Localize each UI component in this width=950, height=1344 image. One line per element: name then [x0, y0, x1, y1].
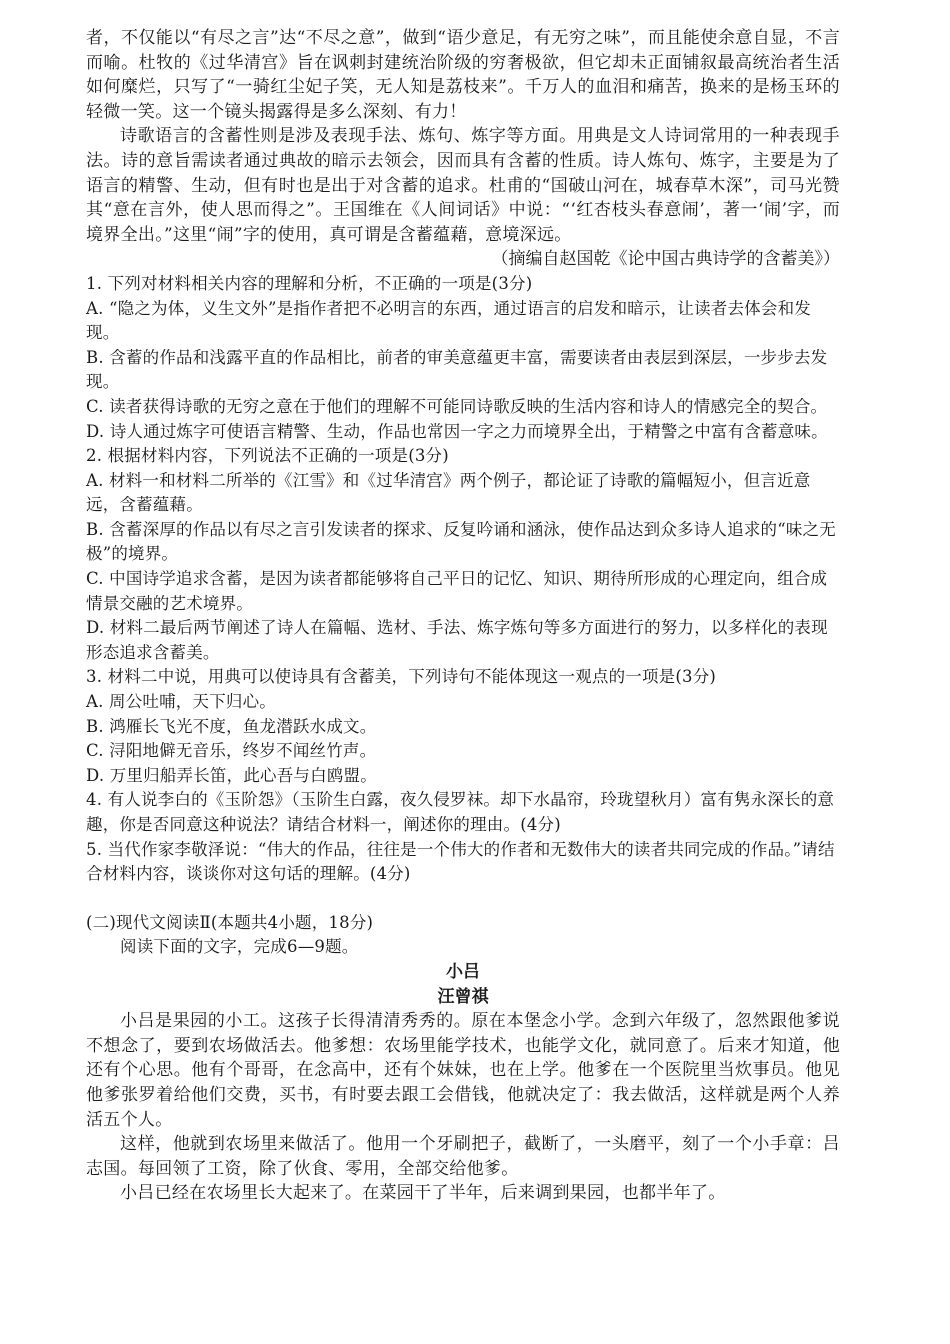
- option-b: B. 含蓄的作品和浅露平直的作品相比，前者的审美意蕴更丰富，需要读者由表层到深层，一步步去发现。: [86, 347, 828, 392]
- option-c: C. 读者获得诗歌的无穷之意在于他们的理解不可能同诗歌反映的生活内容和诗人的情感完全的契合。: [86, 396, 828, 416]
- question-stem: 3. 材料二中说，用典可以使诗具有含蓄美，下列诗句不能体现这一观点的一项是(3分): [86, 667, 717, 687]
- material-paragraph: 诗歌语言的含蓄性则是涉及表现手法、炼句、炼字等方面。用典是文人诗词常用的一种表现手法。诗的意旨需读者通过典故的暗示去领会，因而具有含蓄的性质。诗人炼句、炼字，主要是为了语言的精警、生动，但有时也是出于对含蓄的追求。杜甫的“国破山河在，城春草木深”，司马光赞其“意在言外，使人思而得之”。王国维在《人间词话》中说：“‘红杏枝头春意闹’，著一‘闹’字，而境界全出。”这里“闹”字的使用，真可谓是含蓄蕴藉，意境深远。: [86, 126, 840, 245]
- option-d: D. 诗人通过炼字可使语言精警、生动，作品也常因一字之力而境界全出，于精警之中富有含蓄意味。: [86, 421, 828, 441]
- source-citation: （摘编自赵国乾《论中国古典诗学的含蓄美》）: [491, 249, 840, 270]
- story-title: 小吕: [446, 961, 480, 982]
- question-2: [86, 444, 840, 665]
- option-c: C. 中国诗学追求含蓄，是因为读者都能够将自己平日的记忆、知识、期待所形成的心理定向，组合成情景交融的艺术境界。: [86, 569, 828, 613]
- question-stem: 2. 根据材料内容，下列说法不正确的一项是(3分): [86, 446, 449, 466]
- question-stem: 5. 当代作家李敬泽说：“伟大的作品，往往是一个伟大的作者和无数伟大的读者共同完成的作品。”请结合材料内容，谈谈你对这句话的理解。(4分): [86, 839, 835, 884]
- question-1: [86, 272, 840, 444]
- story-paragraph: 小吕已经在农场里长大起来了。在菜园干了半年，后来调到果园，也都半年了。: [120, 1183, 726, 1204]
- option-b: B. 含蓄深厚的作品以有尽之言引发读者的探求、反复吟诵和涵泳，使作品达到众多诗人追求的“味之无极”的境界。: [86, 519, 836, 564]
- option-a: A. “隐之为体，义生文外”是指作者把不必明言的东西，通过语言的启发和暗示，让读者去体会和发现。: [86, 298, 811, 343]
- section-gap: [86, 887, 840, 911]
- option-c: C. 浔阳地僻无音乐，终岁不闻丝竹声。: [86, 741, 377, 761]
- option-b: B. 鸿雁长飞光不度，鱼龙潜跃水成文。: [86, 716, 377, 736]
- option-d: D. 材料二最后两节阐述了诗人在篇幅、选材、手法、炼字炼句等多方面进行的努力，以多样化的表现形态追求含蓄美。: [86, 618, 828, 662]
- section-instruction: 阅读下面的文字，完成6—9题。: [120, 937, 359, 957]
- question-stem: 4. 有人说李白的《玉阶怨》（玉阶生白露，夜久侵罗袜。却下水晶帘，玲珑望秋月）富有隽永深长的意趣，你是否同意这种说法？请结合材料一，阐述你的理由。(4分): [86, 790, 835, 834]
- option-a: A. 周公吐哺，天下归心。: [86, 692, 277, 712]
- question-5: [86, 838, 840, 887]
- option-a: A. 材料一和材料二所举的《江雪》和《过华清宫》两个例子，都论证了诗歌的篇幅短小，但言近意远，含蓄蕴藉。: [86, 470, 811, 515]
- question-stem: 1. 下列对材料相关内容的理解和分析，不正确的一项是(3分): [86, 273, 533, 293]
- section-heading: (二)现代文阅读Ⅱ(本题共4小题，18分): [86, 912, 374, 932]
- story-paragraph: 小吕是果园的小工。这孩子长得清清秀秀的。原在本堡念小学。念到六年级了，忽然跟他爹说不想念了，要到农场做活去。他爹想：农场里能学技术，也能学文化，就同意了。后来才知道，他还有个心思。他有个哥哥，在念高中，还有个妹妹，也在上学。他爹在一个医院里当炊事员。他见他爹张罗着给他们交费，买书，有时要去跟工会借钱，他就决定了：我去做活，这样就是两个人养活五个人。: [86, 1011, 840, 1130]
- story-paragraph: 这样，他就到农场里来做活了。他用一个牙刷把子，截断了，一头磨平，刻了一个小手章：吕志国。每回领了工资，除了伙食、零用，全部交给他爹。: [86, 1134, 840, 1179]
- question-4: [86, 788, 840, 837]
- option-d: D. 万里归船弄长笛，此心吾与白鸥盟。: [86, 765, 377, 785]
- question-3: [86, 665, 840, 788]
- story-author: 汪曾祺: [437, 986, 489, 1007]
- material-paragraph: 者，不仅能以“有尽之言”达“不尽之意”，做到“语少意足，有无穷之味”，而且能使余意自显，不言而喻。杜牧的《过华清宫》旨在讽刺封建统治阶级的穷奢极欲，但它却未正面铺叙最高统治者生活如何糜烂，只写了“一骑红尘妃子笑，无人知是荔枝来”。千万人的血泪和痛苦，换来的是杨玉环的轻微一笑。这一个镜头揭露得是多么深刻、有力！: [86, 28, 840, 122]
